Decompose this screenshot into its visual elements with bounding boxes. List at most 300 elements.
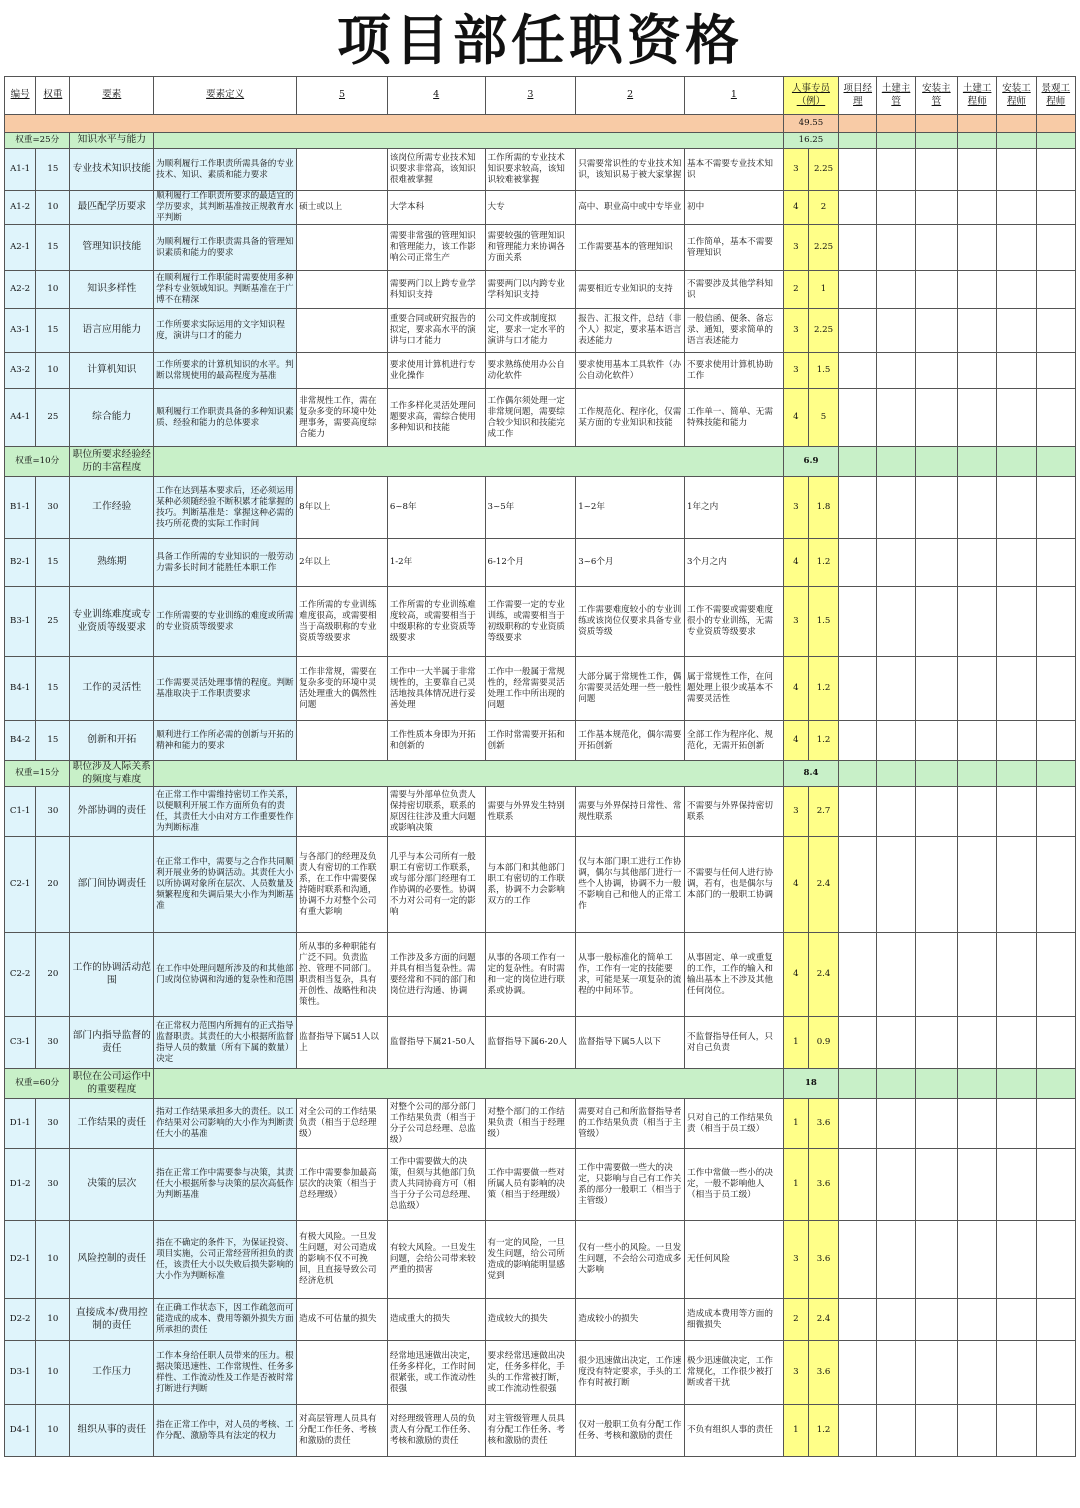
row-level-5: 对高层管理人员具有分配工作任务、考核和激励的责任 [297,1405,388,1457]
row-level-4: 对经理级管理人员的负责人有分配工作任务、考核和激励的责任 [387,1405,485,1457]
row-definition: 工作本身给任职人员带来的压力。根据决策迅速性、工作常规性、任务多样性、工作流动性及工作是否被时常打断进行判断 [154,1341,297,1405]
row-level-2: 工作基本规范化，偶尔需要开拓创新 [576,721,685,761]
row-weight: 20 [36,837,70,933]
row-level-1: 全部工作为程序化、规范化，无需开拓创新 [685,721,784,761]
row-score: 2 [808,191,838,225]
row-score: 3.6 [808,1221,838,1299]
row-level-2: 仅有一些小的风险。一旦发生问题，不会给公司造成多大影响 [576,1221,685,1299]
row-level-5 [297,787,388,837]
table-row [5,1149,1076,1221]
row-factor-name: 直接成本/费用控制的责任 [70,1299,154,1341]
row-factor-name: 最匹配学历要求 [70,191,154,225]
row-weight: 10 [36,1341,70,1405]
row-score: 1 [808,271,838,309]
row-level-5: 8年以上 [297,477,388,539]
row-level-4: 要求使用计算机进行专业化操作 [387,353,485,389]
row-level-3: 对主管级管理人员具有分配工作任务、考核和激励的责任 [485,1405,576,1457]
row-level-3: 6-12个月 [485,539,576,587]
row-level-1: 工作不需要或需要难度很小的专业训练，无需专业资质等级要求 [685,587,784,657]
row-weight: 15 [36,657,70,721]
row-score: 2.4 [808,1299,838,1341]
row-factor-name: 部门间协调责任 [70,837,154,933]
row-score: 0.9 [808,1017,838,1069]
row-weight: 15 [36,225,70,271]
row-level-4: 对整个公司的部分部门工作结果负责（相当于分子公司总经理、总监级） [387,1099,485,1149]
row-selected-level: 3 [783,225,808,271]
row-definition: 为顺利履行工作职责所需具备的专业技术、知识、素质和能力要求 [154,149,297,191]
row-level-1: 不负有组织人事的责任 [685,1405,784,1457]
row-level-2: 报告、汇报文件，总结（非个人）拟定，要求基本语言表述能力 [576,309,685,353]
row-level-3: 公司文件或制度拟定，要求一定水平的演讲与口才能力 [485,309,576,353]
row-level-2: 仅对一般职工负有分配工作任务、考核和激励的责任 [576,1405,685,1457]
row-level-4: 需要与外部单位负责人保持密切联系，联系的原因往往涉及重大问题或影响决策 [387,787,485,837]
row-level-3: 需要与外界发生特别性联系 [485,787,576,837]
row-level-1: 初中 [685,191,784,225]
row-definition: 指在正常工作中，对人员的考核、工作分配、激励等具有法定的权力 [154,1405,297,1457]
row-code: C3-1 [5,1017,36,1069]
row-level-1: 从事固定、单一或重复的工作，工作的输入和输出基本上不涉及其他任何岗位。 [685,933,784,1017]
row-factor-name: 语言应用能力 [70,309,154,353]
row-level-3: 要求熟练使用办公自动化软件 [485,353,576,389]
row-level-1: 工作单一、简单、无需特殊技能和能力 [685,389,784,447]
row-selected-level: 4 [783,721,808,761]
row-weight: 10 [36,353,70,389]
row-definition: 具备工作所需的专业知识的一般劳动力需多长时间才能胜任本职工作 [154,539,297,587]
row-level-2: 大部分属于常规性工作，偶尔需要灵活处理一些一般性问题 [576,657,685,721]
row-level-3: 大专 [485,191,576,225]
row-code: A3-2 [5,353,36,389]
row-level-4: 6~8年 [387,477,485,539]
section-row [5,1069,1076,1099]
table-row [5,539,1076,587]
table-row [5,1099,1076,1149]
row-level-2: 要求使用基本工具软件（办公自动化软件） [576,353,685,389]
row-weight: 15 [36,721,70,761]
row-level-1: 造成成本费用等方面的细微损失 [685,1299,784,1341]
row-level-4: 几乎与本公司所有一般职工有密切工作联系，或与部分部门经理有工作协调的必要性。协调不力对公司有一定的影响 [387,837,485,933]
row-definition: 为顺利履行工作职责需具备的管理知识素质和能力的要求 [154,225,297,271]
row-level-2: 仅与本部门职工进行工作协调，偶尔与其他部门进行一些个人协调，协调不力一般不影响自己和他人的正常工作 [576,837,685,933]
row-code: D2-2 [5,1299,36,1341]
section-name: 知识水平与能力 [70,133,154,149]
row-factor-name: 工作的协调活动范围 [70,933,154,1017]
row-level-5: 工作所需的专业训练难度很高，或需要相当于高级职称的专业资质等级要求 [297,587,388,657]
row-level-2: 工作规范化、程序化，仅需某方面的专业知识和技能 [576,389,685,447]
total-score: 49.55 [783,115,838,133]
row-selected-level: 4 [783,837,808,933]
row-level-3: 3~5年 [485,477,576,539]
row-definition: 工作所要求的计算机知识的水平。判断以常规使用的最高程度为基准 [154,353,297,389]
section-row [5,133,1076,149]
row-factor-name: 决策的层次 [70,1149,154,1221]
row-level-1: 基本不需要专业技术知识 [685,149,784,191]
table-row [5,1299,1076,1341]
row-factor-name: 计算机知识 [70,353,154,389]
row-definition: 工作所需要的专业训练的难度或所需的专业资质等级要求 [154,587,297,657]
row-selected-level: 3 [783,787,808,837]
row-level-3: 监督指导下属6-20人 [485,1017,576,1069]
header-level-2: 2 [576,77,685,115]
row-definition: 指在不确定的条件下，为保证投资、项目实施，公司正常经营所担负的责任，该责任大小以失败后损失影响的大小作为判断标准 [154,1221,297,1299]
row-score: 3.6 [808,1099,838,1149]
row-score: 2.4 [808,837,838,933]
header-install-engineer: 安装工程师 [997,77,1036,115]
row-level-2: 1~2年 [576,477,685,539]
section-name: 职位在公司运作中的重要程度 [70,1069,154,1099]
row-definition: 工作在达到基本要求后，还必须运用某种必须随经验不断积累才能掌握的技巧。判断基准是：掌握这种必需的技巧所花费的实际工作时间 [154,477,297,539]
row-factor-name: 部门内指导监督的责任 [70,1017,154,1069]
row-factor-name: 风险控制的责任 [70,1221,154,1299]
row-code: B4-1 [5,657,36,721]
row-level-4: 工作涉及多方面的问题并具有相当复杂性。需要经常和不同的部门和岗位进行沟通、协调 [387,933,485,1017]
row-level-4: 重要合同或研究报告的拟定，要求高水平的演讲与口才能力 [387,309,485,353]
row-level-2: 工作需要基本的管理知识 [576,225,685,271]
header-level-5: 5 [297,77,388,115]
row-definition: 指对工作结果承担多大的责任。以工作结果对公司影响的大小作为判断责任大小的基准 [154,1099,297,1149]
row-weight: 25 [36,587,70,657]
table-row [5,1221,1076,1299]
row-definition: 在顺利履行工作职能时需要使用多种学科专业领域知识。判断基准在于广博不在精深 [154,271,297,309]
row-factor-name: 管理知识技能 [70,225,154,271]
row-level-5: 造成不可估量的损失 [297,1299,388,1341]
row-selected-level: 3 [783,309,808,353]
row-weight: 10 [36,271,70,309]
row-code: D2-1 [5,1221,36,1299]
row-factor-name: 综合能力 [70,389,154,447]
row-level-5 [297,225,388,271]
row-weight: 10 [36,191,70,225]
row-selected-level: 1 [783,1099,808,1149]
row-factor-name: 知识多样性 [70,271,154,309]
table-row [5,1341,1076,1405]
row-level-5 [297,271,388,309]
row-code: A1-1 [5,149,36,191]
header-row [5,77,1076,115]
row-level-3: 工作偶尔须处理一定非常规问题，需要综合较少知识和技能完成工作 [485,389,576,447]
row-score: 3.6 [808,1149,838,1221]
row-level-3: 有一定的风险，一旦发生问题，给公司所造成的影响能明显感觉到 [485,1221,576,1299]
row-selected-level: 4 [783,191,808,225]
row-level-4: 该岗位所需专业技术知识要求非常高，该知识很难被掌握 [387,149,485,191]
row-level-3: 工作时常需要开拓和创新 [485,721,576,761]
row-score: 1.2 [808,1405,838,1457]
row-definition: 在正确工作状态下，因工作疏忽而可能造成的成本、费用等额外损失方面所承担的责任 [154,1299,297,1341]
row-level-1: 不监督指导任何人，只对自己负责 [685,1017,784,1069]
section-row [5,447,1076,477]
section-name: 职位所要求经验经历的丰富程度 [70,447,154,477]
row-selected-level: 2 [783,1299,808,1341]
row-factor-name: 工作结果的责任 [70,1099,154,1149]
header-definition: 要素定义 [154,77,297,115]
table-row [5,933,1076,1017]
row-definition: 指在正常工作中需要参与决策，其责任大小根据所参与决策的层次高低作为判断基准 [154,1149,297,1221]
row-selected-level: 3 [783,477,808,539]
header-weight: 权重 [36,77,70,115]
row-level-4: 大学本科 [387,191,485,225]
row-definition: 顺利履行工作职责具备的多种知识素质、经验和能力的总体要求 [154,389,297,447]
row-level-3: 从事的各项工作有一定的复杂性。有时需和一定的岗位进行联系或协调。 [485,933,576,1017]
row-selected-level: 4 [783,933,808,1017]
row-selected-level: 1 [783,1405,808,1457]
row-level-5: 非常规性工作，需在复杂多变的环境中处理事务，需要高度综合能力 [297,389,388,447]
row-level-5 [297,149,388,191]
header-hr-specialist: 人事专员（例） [783,77,838,115]
row-definition: 工作所要求实际运用的文字知识程度，演讲与口才的能力 [154,309,297,353]
row-level-2: 只需要常识性的专业技术知识，该知识易于被大家掌握 [576,149,685,191]
section-row [5,761,1076,787]
row-level-4: 有较大风险。一旦发生问题，会给公司带来较严重的损害 [387,1221,485,1299]
row-weight: 30 [36,1149,70,1221]
row-definition: 顺利进行工作所必需的创新与开拓的精神和能力的要求 [154,721,297,761]
row-level-2: 监督指导下属5人以下 [576,1017,685,1069]
table-row [5,191,1076,225]
row-code: B1-1 [5,477,36,539]
row-selected-level: 4 [783,389,808,447]
row-level-3: 造成较大的损失 [485,1299,576,1341]
header-install-supervisor: 安装主管 [915,77,957,115]
header-factor: 要素 [70,77,154,115]
row-level-2: 工作中需要做一些大的决定，只影响与自己有工作关系的部分一般职工（相当于主管级） [576,1149,685,1221]
table-row [5,149,1076,191]
row-level-4: 工作中一大半属于非常规性的，主要靠自己灵活地按具体情况进行妥善处理 [387,657,485,721]
row-factor-name: 工作压力 [70,1341,154,1405]
row-level-5 [297,721,388,761]
row-definition: 在正常工作中，需要与之合作共同顺利开展业务的协调活动。其责任大小以所协调对象所在层次、人员数量及频繁程度和失调后果大小作为判断基准 [154,837,297,933]
row-level-1: 属于常规性工作，在问题处理上很少或基本不需要灵活性 [685,657,784,721]
row-score: 1.8 [808,477,838,539]
row-weight: 30 [36,1017,70,1069]
row-factor-name: 创新和开拓 [70,721,154,761]
table-row [5,225,1076,271]
row-score: 1.2 [808,657,838,721]
row-factor-name: 外部协调的责任 [70,787,154,837]
row-level-5: 工作非常规，需要在复杂多变的环境中灵活处理重大的偶然性问题 [297,657,388,721]
total-row [5,115,1076,133]
qualification-table [4,76,1076,1457]
row-selected-level: 3 [783,1341,808,1405]
row-selected-level: 3 [783,1221,808,1299]
header-civil-supervisor: 土建主管 [877,77,915,115]
header-level-4: 4 [387,77,485,115]
row-level-3: 需要两门以内跨专业学科知识支持 [485,271,576,309]
row-level-1: 不需要与任何人进行协调，若有，也是偶尔与本部门的一般职工协调 [685,837,784,933]
row-level-2: 需要对自己和所监督指导者的工作结果负责（相当于主管级） [576,1099,685,1149]
row-code: D4-1 [5,1405,36,1457]
row-level-3: 要求经常迅速做出决定，任务多样化，手头的工作常被打断，或工作流动性很强 [485,1341,576,1405]
table-row [5,657,1076,721]
row-level-1: 工作中常做一些小的决定，一般不影响他人（相当于员工级） [685,1149,784,1221]
row-code: A2-2 [5,271,36,309]
row-score: 1.5 [808,587,838,657]
row-level-2: 3~6个月 [576,539,685,587]
row-score: 1.2 [808,539,838,587]
row-level-4: 需要非常强的管理知识和管理能力，该工作影响公司正常生产 [387,225,485,271]
row-selected-level: 4 [783,657,808,721]
section-subtotal: 18 [783,1069,838,1099]
row-level-3: 工作中一般属于常规性的，经常需要灵活处理工作中所出现的问题 [485,657,576,721]
row-definition: 顺利履行工作职责所要求的最适宜的学历要求，其判断基准按正规教育水平判断 [154,191,297,225]
table-row [5,837,1076,933]
row-level-4: 工作所需的专业训练难度较高，或需要相当于中级职称的专业资质等级要求 [387,587,485,657]
row-weight: 30 [36,477,70,539]
row-level-1: 不需要涉及其他学科知识 [685,271,784,309]
row-code: B2-1 [5,539,36,587]
row-code: C1-1 [5,787,36,837]
table-row [5,353,1076,389]
header-level-3: 3 [485,77,576,115]
table-row [5,477,1076,539]
row-level-2: 很少迅速做出决定，工作速度没有特定要求，手头的工作有时被打断 [576,1341,685,1405]
row-level-5 [297,309,388,353]
header-civil-engineer: 土建工程师 [958,77,997,115]
table-row [5,787,1076,837]
row-selected-level: 1 [783,1017,808,1069]
row-score: 2.25 [808,225,838,271]
row-level-2: 造成较小的损失 [576,1299,685,1341]
row-level-5: 监督指导下属51人以上 [297,1017,388,1069]
row-level-1: 只对自己的工作结果负责（相当于员工级） [685,1099,784,1149]
section-weight-label: 权重=60分 [5,1069,70,1099]
row-weight: 10 [36,1221,70,1299]
row-code: D1-2 [5,1149,36,1221]
row-level-4: 工作多样化灵活处理问题要求高，需综合使用多种知识和技能 [387,389,485,447]
row-score: 2.25 [808,309,838,353]
row-definition: 在正常工作中需维持密切工作关系，以便顺利开展工作方面所负有的责任，其责任大小由对方工作重要性作为判断标准 [154,787,297,837]
table-row [5,309,1076,353]
row-weight: 30 [36,1099,70,1149]
row-weight: 20 [36,933,70,1017]
row-factor-name: 专业训练难度或专业资质等级要求 [70,587,154,657]
row-factor-name: 工作经验 [70,477,154,539]
row-level-3: 需要较强的管理知识和管理能力来协调各方面关系 [485,225,576,271]
row-level-1: 不要求使用计算机协助工作 [685,353,784,389]
row-selected-level: 4 [783,539,808,587]
row-code: C2-2 [5,933,36,1017]
row-level-2: 工作需要难度较小的专业训练或该岗位仅要求具备专业资质等级 [576,587,685,657]
row-code: A3-1 [5,309,36,353]
row-level-5: 对全公司的工作结果负责（相当于总经理级） [297,1099,388,1149]
row-score: 2.25 [808,149,838,191]
section-subtotal: 6.9 [783,447,838,477]
row-code: D3-1 [5,1341,36,1405]
section-weight-label: 权重=25分 [5,133,70,149]
row-level-5 [297,353,388,389]
row-level-1: 3个月之内 [685,539,784,587]
section-weight-label: 权重=10分 [5,447,70,477]
row-factor-name: 组织从事的责任 [70,1405,154,1457]
row-selected-level: 3 [783,353,808,389]
row-factor-name: 工作的灵活性 [70,657,154,721]
row-selected-level: 1 [783,1149,808,1221]
page-title: 项目部任职资格 [337,8,743,72]
row-score: 1.2 [808,721,838,761]
row-level-1: 工作简单，基本不需要管理知识 [685,225,784,271]
row-score: 2.4 [808,933,838,1017]
section-subtotal: 8.4 [783,761,838,787]
row-factor-name: 专业技术知识技能 [70,149,154,191]
row-level-4: 工作性质本身即为开拓和创新的 [387,721,485,761]
section-name: 职位涉及人际关系的频度与难度 [70,761,154,787]
row-weight: 30 [36,787,70,837]
table-row [5,587,1076,657]
row-level-5 [297,1341,388,1405]
row-level-5: 2年以上 [297,539,388,587]
row-level-5: 所从事的多种职能有广泛不同。负责监控、管理不同部门。职责相当复杂，具有开创性、战略性和决策性。 [297,933,388,1017]
row-weight: 15 [36,309,70,353]
row-score: 3.6 [808,1341,838,1405]
row-selected-level: 3 [783,587,808,657]
row-level-3: 对整个部门的工作结果负责（相当于经理级） [485,1099,576,1149]
row-level-2: 需要与外界保持日常性、常规性联系 [576,787,685,837]
row-level-3: 工作中需要做一些对所属人员有影响的决策（相当于经理级） [485,1149,576,1221]
row-level-4: 1-2年 [387,539,485,587]
row-level-2: 高中、职业高中或中专毕业 [576,191,685,225]
row-code: C2-1 [5,837,36,933]
row-code: B3-1 [5,587,36,657]
row-level-1: 一般信函、便条、备忘录、通知，要求简单的语言表述能力 [685,309,784,353]
row-level-2: 从事一般标准化的简单工作，工作有一定的技能要求，可能是某一项复杂的流程的中间环节。 [576,933,685,1017]
row-score: 1.5 [808,353,838,389]
row-level-5: 硕士或以上 [297,191,388,225]
section-subtotal: 16.25 [783,133,838,149]
table-row [5,389,1076,447]
row-selected-level: 2 [783,271,808,309]
table-row [5,1405,1076,1457]
row-factor-name: 熟练期 [70,539,154,587]
row-level-5: 有极大风险。一旦发生问题，对公司造成的影响不仅不可挽回，且直接导致公司经济危机 [297,1221,388,1299]
row-level-4: 需要两门以上跨专业学科知识支持 [387,271,485,309]
header-project-manager: 项目经理 [839,77,877,115]
row-level-4: 造成重大的损失 [387,1299,485,1341]
row-definition: 在工作中处理问题所涉及的和其他部门或岗位协调和沟通的复杂性和范围 [154,933,297,1017]
row-code: A2-1 [5,225,36,271]
row-code: A1-2 [5,191,36,225]
section-weight-label: 权重=15分 [5,761,70,787]
row-level-1: 不需要与外界保持密切联系 [685,787,784,837]
row-level-4: 经常地迅速做出决定，任务多样化，工作时间很紧张，或工作流动性很强 [387,1341,485,1405]
row-weight: 15 [36,539,70,587]
row-level-3: 与本部门和其他部门职工有密切的工作联系，协调不力会影响双方的工作 [485,837,576,933]
row-score: 5 [808,389,838,447]
table-row [5,271,1076,309]
row-weight: 25 [36,389,70,447]
row-level-5: 工作中需要参加最高层次的决策（相当于总经理级） [297,1149,388,1221]
row-weight: 15 [36,149,70,191]
row-code: B4-2 [5,721,36,761]
row-level-4: 工作中需要做大的决策，但须与其他部门负责人共同协商方可（相当于分子公司总经理、总监级） [387,1149,485,1221]
row-level-3: 工作所需的专业技术知识要求较高，该知识较难被掌握 [485,149,576,191]
row-code: D1-1 [5,1099,36,1149]
row-level-3: 工作需要一定的专业训练，或需要相当于初级职称的专业资质等级要求 [485,587,576,657]
table-row [5,1017,1076,1069]
row-weight: 10 [36,1405,70,1457]
row-level-5: 与各部门的经理及负责人有密切的工作联系，在工作中需要保持随时联系和沟通，协调不力对整个公司有重大影响 [297,837,388,933]
header-level-1: 1 [685,77,784,115]
header-code: 编号 [5,77,36,115]
row-score: 2.7 [808,787,838,837]
row-level-1: 无任何风险 [685,1221,784,1299]
table-row [5,721,1076,761]
row-selected-level: 3 [783,149,808,191]
row-code: A4-1 [5,389,36,447]
row-level-1: 1年之内 [685,477,784,539]
row-level-2: 需要相近专业知识的支持 [576,271,685,309]
header-landscape-engineer: 景观工程师 [1036,77,1075,115]
row-definition: 在正常权力范围内所拥有的正式指导监督职责。其责任的大小根据所监督指导人员的数量（所有下属的数量）决定 [154,1017,297,1069]
row-level-4: 监督指导下属21-50人 [387,1017,485,1069]
row-level-1: 极少迅速做决定，工作常规化，工作很少被打断或者干扰 [685,1341,784,1405]
row-definition: 工作需要灵活处理事情的程度。判断基准取决于工作职责要求 [154,657,297,721]
